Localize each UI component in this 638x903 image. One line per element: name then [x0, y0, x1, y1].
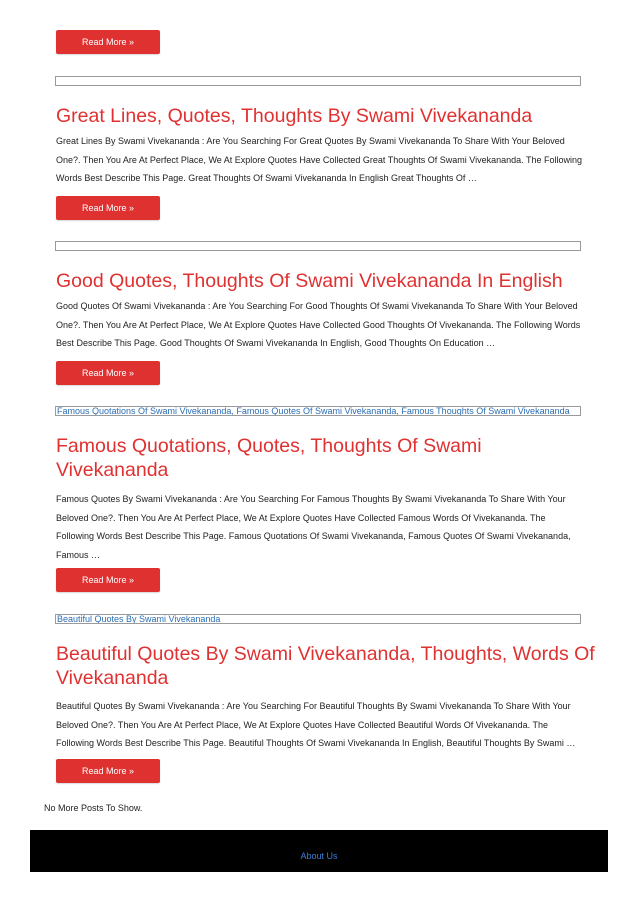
about-us-link[interactable]: About Us — [300, 851, 338, 861]
read-more-button[interactable]: Read More » — [56, 759, 160, 783]
post-image-link[interactable] — [55, 614, 581, 624]
post-image-alt-link[interactable]: Famous Quotations Of Swami Vivekananda, Famous Quotes Of Swami Vivekananda, Famous Thoughts Of Swami Vivekananda — [57, 406, 570, 416]
post-excerpt: Good Quotes Of Swami Vivekananda : Are You Searching For Good Thoughts Of Swami Vivekananda To Share With Your Beloved One?. Then You Are At Perfect Place, We At Explore Quotes Have Collected Good Thoughts Of Vivekananda. The Following Words Best Describe This Page. Good Thoughts Of Swami Vivekananda In English, Good Thoughts On Education … — [56, 301, 581, 348]
post-image-link[interactable] — [55, 406, 581, 416]
read-more-button[interactable]: Read More » — [56, 361, 160, 385]
post-title[interactable]: Good Quotes, Thoughts Of Swami Vivekananda In English — [56, 270, 563, 292]
no-more-posts-text: No More Posts To Show. — [44, 803, 143, 813]
post-title[interactable]: Famous Quotations, Quotes, Thoughts Of Swami Vivekananda — [56, 435, 482, 481]
post-title[interactable]: Beautiful Quotes By Swami Vivekananda, Thoughts, Words Of Vivekananda — [56, 643, 595, 689]
read-more-button[interactable]: Read More » — [56, 30, 160, 54]
post-image-alt-link[interactable]: Beautiful Quotes By Swami Vivekananda — [57, 614, 221, 624]
read-more-button[interactable]: Read More » — [56, 196, 160, 220]
post-image-placeholder — [55, 76, 581, 86]
post-title[interactable]: Great Lines, Quotes, Thoughts By Swami Vivekananda — [56, 105, 533, 127]
read-more-button[interactable]: Read More » — [56, 568, 160, 592]
post-excerpt: Famous Quotes By Swami Vivekananda : Are You Searching For Famous Thoughts By Swami Vivekananda To Share With Your Beloved One?. Then You Are At Perfect Place, We At Explore Quotes Have Collected Famous Words Of Vivekananda. The Following Words Best Describe This Page. Famous Quotations Of Swami Vivekananda, Famous Quotes Of Swami Vivekananda, Famous … — [56, 494, 571, 560]
post-image-placeholder — [55, 241, 581, 251]
site-footer — [30, 830, 608, 872]
post-excerpt: Great Lines By Swami Vivekananda : Are You Searching For Great Quotes By Swami Vivekananda To Share With Your Beloved One?. Then You Are At Perfect Place, We At Explore Quotes Have Collected Great Thoughts Of Swami Vivekananda. The Following Words Best Describe This Page. Great Thoughts Of Swami Vivekananda In English Great Thoughts Of … — [56, 136, 582, 183]
post-excerpt: Beautiful Quotes By Swami Vivekananda : Are You Searching For Beautiful Thoughts By Swami Vivekananda To Share With Your Beloved One?. Then You Are At Perfect Place, We At Explore Quotes Have Collected Beautiful Words Of Vivekananda. The Following Words Best Describe This Page. Beautiful Thoughts Of Swami Vivekananda In English, Beautiful Thoughts By Swami … — [56, 701, 576, 748]
